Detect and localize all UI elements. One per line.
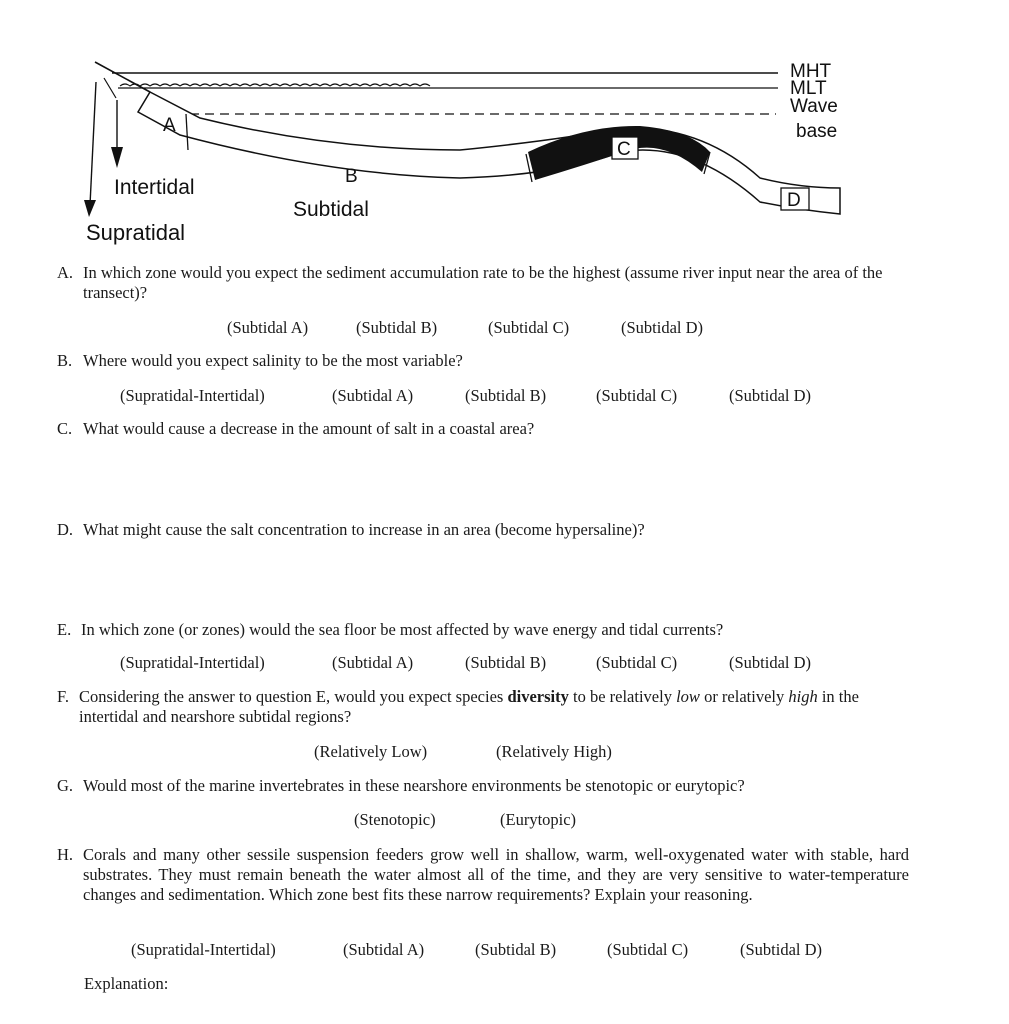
emphasis-diversity: diversity (507, 687, 569, 706)
question-letter: D. (57, 520, 74, 539)
water-ripples (120, 84, 430, 86)
emphasis-low: low (676, 687, 700, 706)
question-text: What might cause the salt concentration to increase in an area (become hypersaline)? (83, 520, 645, 539)
question-letter: A. (57, 263, 74, 282)
zone-d-label: D (787, 190, 801, 211)
question-letter: C. (57, 419, 73, 438)
option-subtidal-c[interactable]: (Subtidal C) (488, 318, 570, 337)
supratidal-arrow (90, 82, 96, 205)
option-stenotopic[interactable]: (Stenotopic) (354, 810, 436, 829)
mlt-label: MLT (790, 78, 827, 99)
question-text: What would cause a decrease in the amount of salt in a coastal area? (83, 419, 535, 438)
option-subtidal-a[interactable]: (Subtidal A) (227, 318, 309, 337)
option-supratidal-intertidal[interactable]: (Supratidal-Intertidal) (120, 386, 265, 405)
question-text-part: to be relatively (568, 687, 677, 706)
question-letter: E. (57, 620, 72, 639)
sea-floor-band (138, 92, 840, 214)
option-subtidal-b[interactable]: (Subtidal B) (475, 940, 557, 959)
zone-b-label: B (345, 166, 358, 187)
intertidal-arrowhead (111, 147, 123, 168)
slope-guide (104, 78, 116, 98)
option-subtidal-d[interactable]: (Subtidal D) (729, 653, 812, 672)
question-letter: B. (57, 351, 73, 370)
option-subtidal-a[interactable]: (Subtidal A) (332, 386, 414, 405)
option-subtidal-d[interactable]: (Subtidal D) (740, 940, 823, 959)
question-text-part: Considering the answer to question E, would you expect species (79, 687, 508, 706)
option-subtidal-d[interactable]: (Subtidal D) (729, 386, 812, 405)
option-subtidal-b[interactable]: (Subtidal B) (465, 386, 547, 405)
option-subtidal-b[interactable]: (Subtidal B) (356, 318, 438, 337)
option-subtidal-c[interactable]: (Subtidal C) (596, 653, 678, 672)
question-letter: F. (57, 687, 69, 706)
base-label: base (796, 121, 838, 142)
emphasis-high: high (788, 687, 818, 706)
question-letter: H. (57, 845, 74, 864)
mht-label: MHT (790, 61, 832, 82)
question-text: Corals and many other sessile suspension feeders grow well in shallow, warm, well-oxygenated water with stable, hard substrates. They must remain beneath the water almost all of the time, and they are very sensitive to water-temperature changes and sedimentation. Which zone best fits these narrow requirements? Explain your reasoning. (83, 845, 909, 904)
wave-label: Wave (790, 96, 838, 117)
intertidal-label: Intertidal (114, 176, 195, 199)
question-text: In which zone (or zones) would the sea floor be most affected by wave energy and tidal currents? (81, 620, 724, 639)
coastal-zone-diagram (0, 0, 1009, 250)
option-subtidal-c[interactable]: (Subtidal C) (596, 386, 678, 405)
option-supratidal-intertidal[interactable]: (Supratidal-Intertidal) (120, 653, 265, 672)
option-subtidal-c[interactable]: (Subtidal C) (607, 940, 689, 959)
question-text: Where would you expect salinity to be the most variable? (83, 351, 463, 370)
supratidal-label: Supratidal (86, 220, 186, 245)
question-text-part: or relatively (699, 687, 789, 706)
option-eurytopic[interactable]: (Eurytopic) (500, 810, 577, 829)
option-subtidal-a[interactable]: (Subtidal A) (343, 940, 425, 959)
question-text (79, 687, 919, 727)
option-subtidal-d[interactable]: (Subtidal D) (621, 318, 704, 337)
question-text-part: in the intertidal and nearshore subtidal regions? (79, 687, 859, 726)
subtidal-label: Subtidal (293, 198, 369, 221)
question-text: Would most of the marine invertebrates in these nearshore environments be stenotopic or eurytopic? (83, 776, 745, 795)
option-subtidal-b[interactable]: (Subtidal B) (465, 653, 547, 672)
zone-a-label: A (163, 115, 176, 136)
explanation-label: Explanation: (84, 974, 169, 993)
option-supratidal-intertidal[interactable]: (Supratidal-Intertidal) (131, 940, 276, 959)
question-letter: G. (57, 776, 74, 795)
option-relatively-high[interactable]: (Relatively High) (496, 742, 612, 761)
zone-c-label: C (617, 139, 631, 160)
option-subtidal-a[interactable]: (Subtidal A) (332, 653, 414, 672)
supratidal-arrowhead (84, 200, 96, 217)
question-text: In which zone would you expect the sediment accumulation rate to be the highest (assume river input near the area of the transect)? (83, 263, 883, 302)
option-relatively-low[interactable]: (Relatively Low) (314, 742, 428, 761)
